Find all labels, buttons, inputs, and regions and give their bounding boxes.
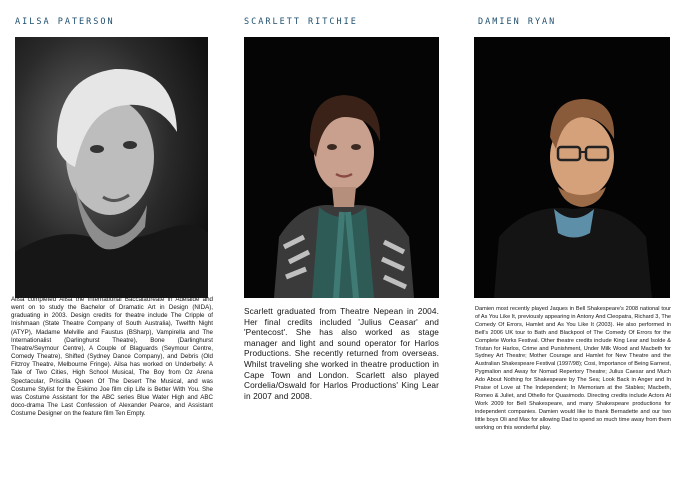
portrait-image — [474, 37, 670, 298]
profile-name: DAMIEN RYAN — [478, 17, 557, 27]
portrait-image — [244, 37, 439, 298]
profile-bio: Ailsa completed Ailsa the International Baccalaureate in Adelaide and went on to study the Bachelor of Dramatic Art in Design (NIDA), graduating in 2003. Design credits for theatre include The Cripple of Inishmaan (State Theatre Company of South Australia), Twelfth Night (ATYP), Madame Melville and Faustus (BSharp), Vampirella and The Internationalist (Darlinghurst Theatre), Bone (Darlinghurst Theatre/Seymour Centre), A Couple of Blaguards (Seymour Centre, Comedy Theatre), Shifted (Sydney Dance Company), and Debris (Old Fitzroy Theatre, Melbourne Fringe). Ailsa has worked on Underbelly: A Tale of Two Cities, High School Musical, The Boy from Oz Arena Spectacular, Priscilla Queen Of The Desert The Musical, and was Costume Stylist for the Eskimo Joe film clip Life is Better With You. She was Costume Assistant for the ABC series Blue Water High and ABC doco-drama The Last Confession of Alexander Pearce, and Assistant Costume Designer on the feature film Ten Empty. — [11, 296, 213, 418]
portrait-image — [15, 37, 208, 298]
profile-name: SCARLETT RITCHIE — [244, 17, 358, 27]
profile-bio: Scarlett graduated from Theatre Nepean in 2004. Her final credits included 'Julius Ceasar' and 'Pentecost'. She has also worked as stage manager and light and sound operator for Harlos Productions. She recently returned from overseas. Whilst traveling she worked in theatre production in Cape Town and London. Scarlett also played Cordelia/Oswald for Harlos Productions' King Lear in 2007 and 2008. — [244, 306, 439, 401]
portrait-photo-scarlett — [244, 37, 439, 298]
profile-name: AILSA PATERSON — [15, 17, 115, 27]
profile-bio: Damien most recently played Jaques in Bell Shakespeare's 2008 national tour of As You Like It, previously appearing in Antony And Cleopatra, Richard 3, The Comedy Of Errors, Hamlet and As You Like It (2003). He also performed in Bell's 2006 UK tour to Bath and Blackpool of The Comedy Of Errors for the Complete Works Festival. Other theatre credits include King Lear and Isolde & Tristan for Harlos, Crime and Punishment, Under Milk Wood and Macbeth for Sydney Art Theatre; Mother Courage and Hamlet for New Theatre and the Australian Shakespeare Festival (1997/98); Cosi, Importance of Being Earnest, Pygmalion and Away for Nomad Repertory Theatre; Julius Caesar and Much Ado About Nothing for Shakespeare by The Sea; Look Back in Anger and In Praise of Love at The Independent; In Memoriam at the Stables; Macbeth, Romeo & Juliet, and Othello for Quasimodo. Directing credits include Actors At Work 2009 for Bell Shakespeare, and many Shakespeare productions for independent companies. Damien would like to thank Bernadette and our two little boys Oli and Max for allowing Dad to spend so much time away from them working on this wonderful play. — [475, 306, 671, 431]
portrait-photo-ailsa — [15, 37, 208, 298]
portrait-photo-damien — [474, 37, 670, 298]
